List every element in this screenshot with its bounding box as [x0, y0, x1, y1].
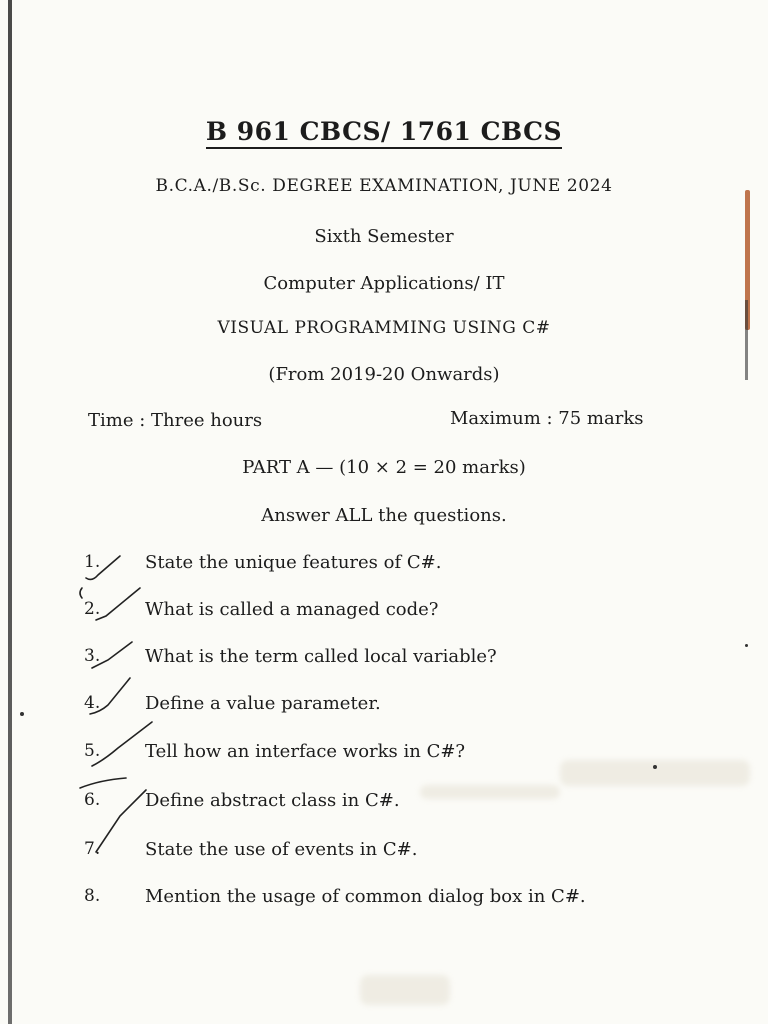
question-number: 8. [84, 886, 101, 906]
course-title: VISUAL PROGRAMMING USING C# [217, 318, 551, 338]
time-allowed: Time : Three hours [88, 410, 263, 431]
question-text: State the use of events in C#. [145, 839, 418, 860]
question-item [0, 886, 768, 916]
scheme-note: (From 2019-20 Onwards) [268, 364, 500, 385]
question-number: 3. [84, 646, 101, 666]
question-text: Define abstract class in C#. [145, 790, 400, 811]
question-text: What is the term called local variable? [145, 646, 497, 667]
question-number: 6. [84, 790, 101, 810]
semester: Sixth Semester [314, 226, 454, 247]
part-a-instruction: Answer ALL the questions. [261, 505, 507, 526]
question-item [0, 839, 768, 869]
question-item [0, 741, 768, 771]
paper-code [0, 117, 768, 146]
question-text: Tell how an interface works in C#? [145, 741, 466, 762]
question-text: What is called a managed code? [145, 599, 439, 620]
part-a-heading: PART A — (10 × 2 = 20 marks) [242, 457, 526, 478]
question-number: 7. [84, 839, 101, 859]
question-number: 1. [84, 552, 101, 572]
question-item [0, 599, 768, 629]
question-number: 2. [84, 599, 101, 619]
exam-title: B.C.A./B.Sc. DEGREE EXAMINATION, JUNE 2024 [155, 176, 613, 196]
question-number: 4. [84, 693, 101, 713]
question-item [0, 693, 768, 723]
question-text: State the unique features of C#. [145, 552, 442, 573]
scan-smudge [360, 975, 450, 1005]
maximum-marks: Maximum : 75 marks [450, 408, 644, 429]
question-number: 5. [84, 741, 101, 761]
question-item [0, 790, 768, 820]
tick-mark [80, 588, 82, 598]
paper-code-text: B 961 CBCS/ 1761 CBCS [206, 117, 562, 149]
question-text: Define a value parameter. [145, 693, 381, 714]
tick-mark [80, 778, 126, 788]
question-item [0, 552, 768, 582]
department: Computer Applications/ IT [263, 273, 505, 294]
question-text: Mention the usage of common dialog box in C#. [145, 886, 586, 907]
question-item [0, 646, 768, 676]
